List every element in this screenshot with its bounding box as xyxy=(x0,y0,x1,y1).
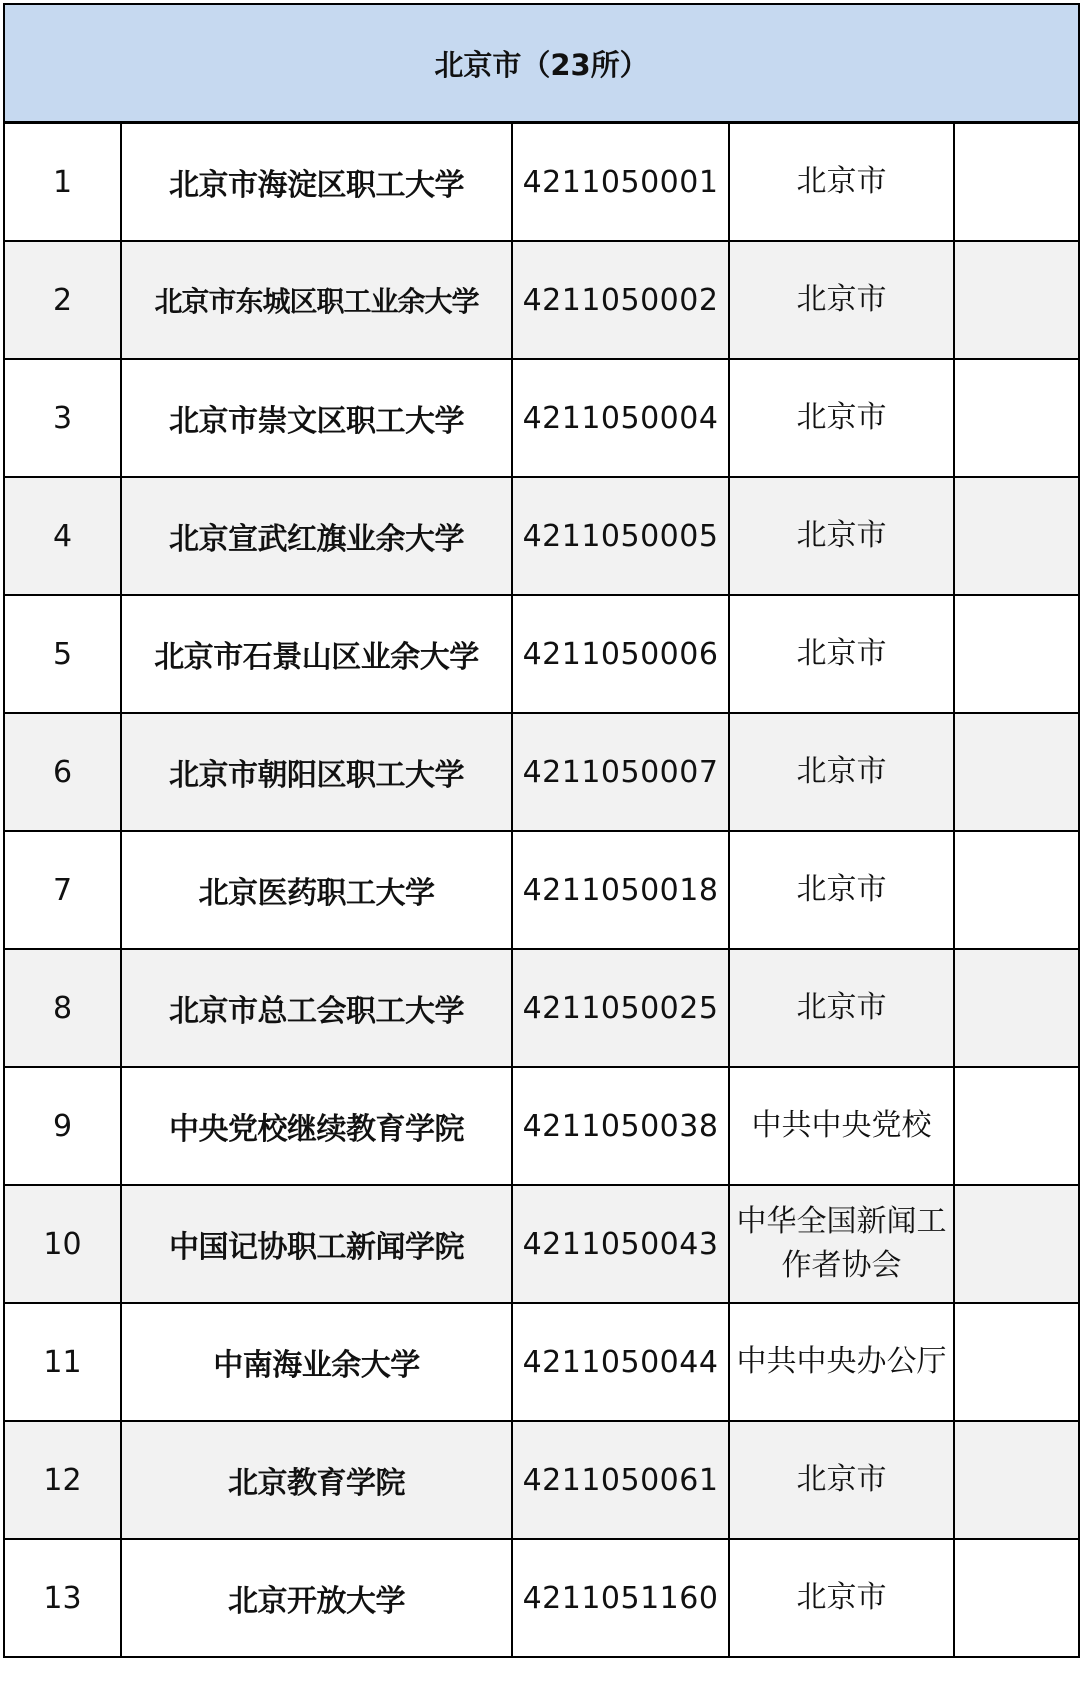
school-name-cell: 北京医药职工大学 xyxy=(121,831,512,949)
note-cell xyxy=(954,1539,1079,1657)
row-index-cell: 13 xyxy=(4,1539,121,1657)
school-code-cell: 4211050061 xyxy=(512,1421,729,1539)
authority-cell: 中共中央办公厅 xyxy=(729,1303,954,1421)
school-code-cell: 4211050025 xyxy=(512,949,729,1067)
table-row xyxy=(4,713,1079,831)
table-row xyxy=(4,1067,1079,1185)
school-name-cell: 北京市崇文区职工大学 xyxy=(121,359,512,477)
table-row xyxy=(4,123,1079,242)
table-row xyxy=(4,831,1079,949)
table-row xyxy=(4,949,1079,1067)
region-title: 北京市（23所） xyxy=(4,4,1079,123)
school-name-cell: 北京教育学院 xyxy=(121,1421,512,1539)
authority-cell: 北京市 xyxy=(729,713,954,831)
school-code-cell: 4211050002 xyxy=(512,241,729,359)
school-code-cell: 4211050044 xyxy=(512,1303,729,1421)
table-row xyxy=(4,1303,1079,1421)
table-row xyxy=(4,241,1079,359)
authority-cell: 北京市 xyxy=(729,949,954,1067)
school-code-cell: 4211050043 xyxy=(512,1185,729,1303)
school-code-cell: 4211050001 xyxy=(512,123,729,242)
table-body xyxy=(4,4,1079,1657)
table-row xyxy=(4,477,1079,595)
row-index-cell: 11 xyxy=(4,1303,121,1421)
table-row xyxy=(4,595,1079,713)
school-name-cell: 中南海业余大学 xyxy=(121,1303,512,1421)
table-row xyxy=(4,359,1079,477)
school-code-cell: 4211051160 xyxy=(512,1539,729,1657)
school-name-cell: 北京市石景山区业余大学 xyxy=(121,595,512,713)
note-cell xyxy=(954,595,1079,713)
school-code-cell: 4211050005 xyxy=(512,477,729,595)
note-cell xyxy=(954,1067,1079,1185)
note-cell xyxy=(954,241,1079,359)
school-name-cell: 北京市东城区职工业余大学 xyxy=(121,241,512,359)
authority-cell: 中华全国新闻工作者协会 xyxy=(729,1185,954,1303)
note-cell xyxy=(954,477,1079,595)
school-name-cell: 北京市海淀区职工大学 xyxy=(121,123,512,242)
authority-cell: 北京市 xyxy=(729,1421,954,1539)
school-code-cell: 4211050038 xyxy=(512,1067,729,1185)
note-cell xyxy=(954,949,1079,1067)
table-row xyxy=(4,1421,1079,1539)
row-index-cell: 3 xyxy=(4,359,121,477)
region-header-row xyxy=(4,4,1079,123)
row-index-cell: 10 xyxy=(4,1185,121,1303)
row-index-cell: 8 xyxy=(4,949,121,1067)
row-index-cell: 4 xyxy=(4,477,121,595)
row-index-cell: 9 xyxy=(4,1067,121,1185)
authority-cell: 北京市 xyxy=(729,595,954,713)
table-row xyxy=(4,1539,1079,1657)
authority-cell: 北京市 xyxy=(729,241,954,359)
authority-cell: 北京市 xyxy=(729,831,954,949)
note-cell xyxy=(954,831,1079,949)
authority-cell: 中共中央党校 xyxy=(729,1067,954,1185)
school-code-cell: 4211050004 xyxy=(512,359,729,477)
note-cell xyxy=(954,713,1079,831)
note-cell xyxy=(954,1421,1079,1539)
authority-cell: 北京市 xyxy=(729,123,954,242)
school-name-cell: 北京市朝阳区职工大学 xyxy=(121,713,512,831)
row-index-cell: 1 xyxy=(4,123,121,242)
note-cell xyxy=(954,1185,1079,1303)
row-index-cell: 5 xyxy=(4,595,121,713)
school-name-cell: 中国记协职工新闻学院 xyxy=(121,1185,512,1303)
row-index-cell: 12 xyxy=(4,1421,121,1539)
row-index-cell: 2 xyxy=(4,241,121,359)
authority-cell: 北京市 xyxy=(729,359,954,477)
school-code-cell: 4211050018 xyxy=(512,831,729,949)
authority-cell: 北京市 xyxy=(729,1539,954,1657)
school-name-cell: 北京开放大学 xyxy=(121,1539,512,1657)
authority-cell: 北京市 xyxy=(729,477,954,595)
school-code-cell: 4211050007 xyxy=(512,713,729,831)
row-index-cell: 7 xyxy=(4,831,121,949)
school-name-cell: 中央党校继续教育学院 xyxy=(121,1067,512,1185)
school-code-cell: 4211050006 xyxy=(512,595,729,713)
note-cell xyxy=(954,1303,1079,1421)
school-name-cell: 北京市总工会职工大学 xyxy=(121,949,512,1067)
note-cell xyxy=(954,359,1079,477)
row-index-cell: 6 xyxy=(4,713,121,831)
school-list-table xyxy=(3,3,1080,1658)
school-name-cell: 北京宣武红旗业余大学 xyxy=(121,477,512,595)
table-row xyxy=(4,1185,1079,1303)
note-cell xyxy=(954,123,1079,242)
